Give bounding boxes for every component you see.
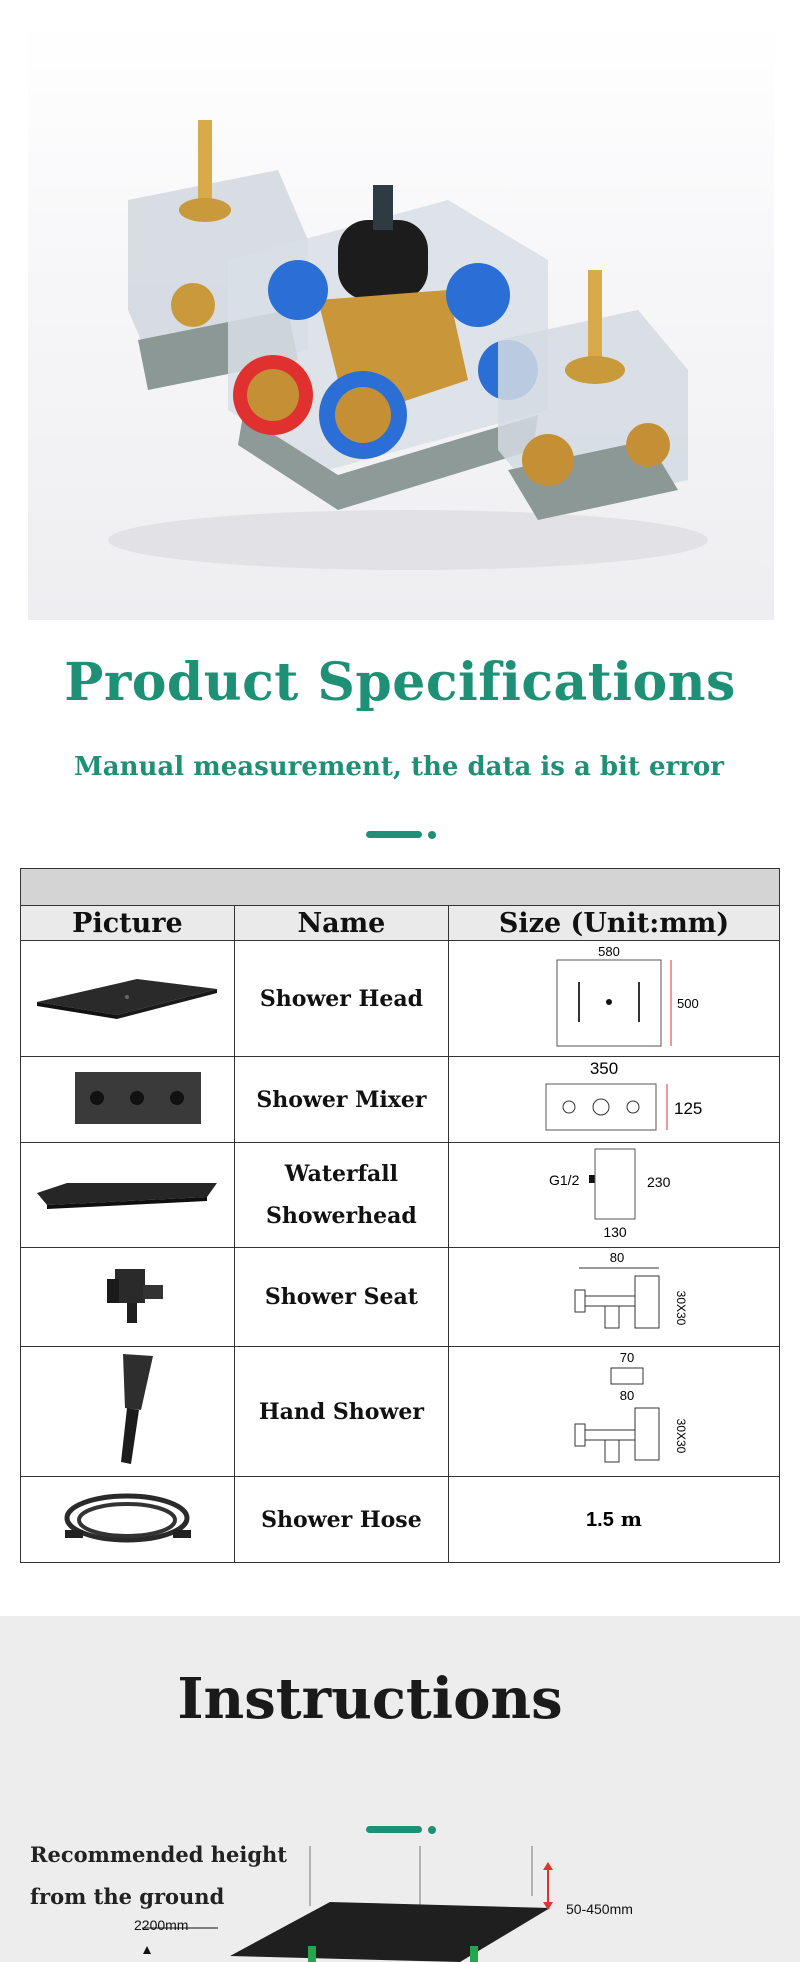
- dim-width: 350: [589, 1058, 619, 1078]
- table-row: [21, 1477, 780, 1563]
- table-banner-row: [21, 869, 780, 906]
- table-row: [21, 1057, 780, 1143]
- header-size: Size (Unit:mm): [448, 906, 779, 941]
- height-label: 2200mm: [134, 1917, 189, 1933]
- dim-length: 500: [676, 995, 699, 1011]
- gap-label: 50-450mm: [566, 1901, 633, 1917]
- hand-shower-icon: [21, 1347, 235, 1477]
- row-name: Shower Head: [234, 941, 448, 1057]
- dim-head: 70: [619, 1349, 635, 1365]
- spec-title: Product Specifications: [64, 652, 736, 713]
- dim-square: 30X30: [673, 1418, 688, 1453]
- table-row: [21, 941, 780, 1057]
- rectangular-shower-head-icon: [21, 941, 235, 1057]
- row-name: Shower Hose: [234, 1477, 448, 1563]
- spec-subtitle: Manual measurement, the data is a bit error: [74, 752, 724, 782]
- row-name: Hand Shower: [234, 1347, 448, 1477]
- dim-thread: G1/2: [548, 1172, 580, 1188]
- dim-length: 125: [673, 1098, 703, 1118]
- instructions-title: Instructions: [177, 1666, 563, 1732]
- hose-length: 1.5 m: [448, 1477, 779, 1563]
- size-diagram: [448, 1143, 779, 1248]
- waterfall-spout-icon: [21, 1143, 235, 1248]
- header-picture: Picture: [21, 906, 235, 941]
- header-name: Name: [234, 906, 448, 941]
- table-row: [21, 1143, 780, 1248]
- recommended-height-note: Recommended height from the ground: [30, 1842, 287, 1909]
- shower-hose-icon: [21, 1477, 235, 1563]
- row-name: Shower Seat: [234, 1248, 448, 1347]
- dim-square: 30X30: [673, 1290, 688, 1326]
- size-diagram: [448, 1057, 779, 1143]
- dim-depth: 130: [603, 1224, 627, 1240]
- spec-table: [20, 868, 780, 1563]
- size-diagram: [448, 941, 779, 1057]
- row-name: Waterfall Showerhead: [234, 1143, 448, 1248]
- installation-diagram: [0, 1846, 800, 1962]
- product-photo: [28, 20, 774, 620]
- shower-seat-icon: [21, 1248, 235, 1347]
- instructions-section: [0, 1616, 800, 1962]
- dim-width: 80: [609, 1250, 625, 1265]
- row-name: Shower Mixer: [234, 1057, 448, 1143]
- dim-width: 580: [598, 943, 620, 959]
- thermostatic-mixer-icon: [21, 1057, 235, 1143]
- dim-width: 80: [619, 1387, 635, 1403]
- size-diagram: [448, 1347, 779, 1477]
- size-diagram: [448, 1248, 779, 1347]
- table-header-row: [21, 906, 780, 941]
- table-row: [21, 1248, 780, 1347]
- table-row: [21, 1347, 780, 1477]
- dim-height: 230: [646, 1174, 671, 1190]
